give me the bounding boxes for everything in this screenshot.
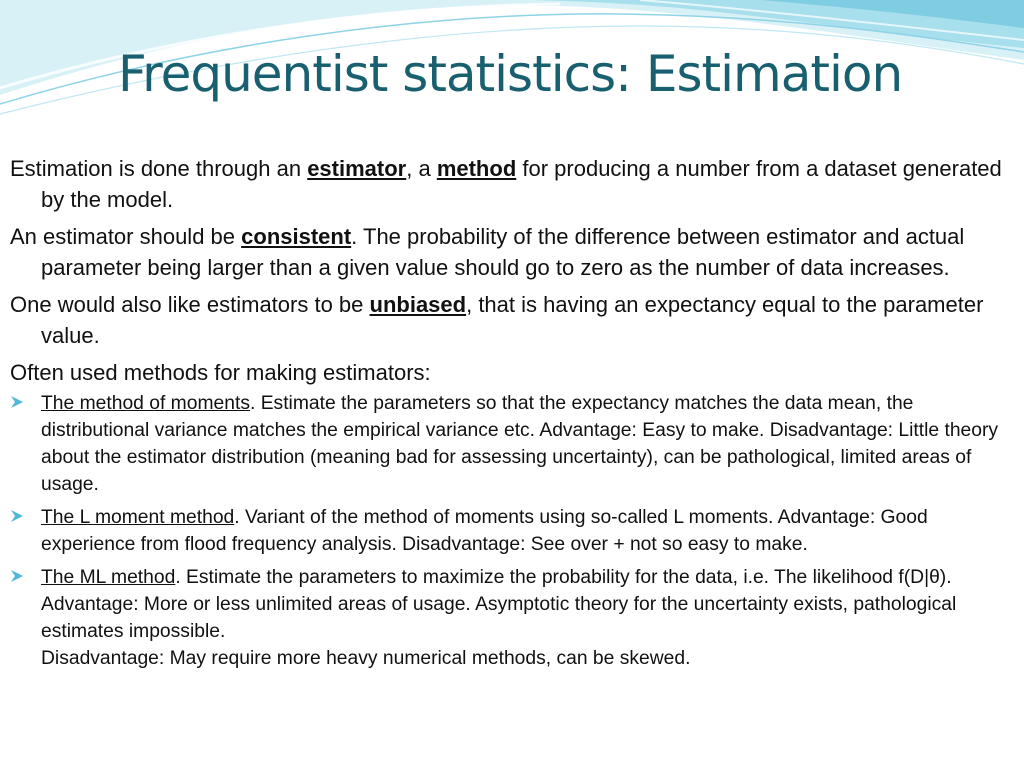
method-description: . Estimate the parameters to maximize the probability for the data, i.e. The likelihood f(D|θ). Advantage: More or less unlimited areas of usage. Asymptotic theory for the uncertainty exists, pathological estimates impossible. [41,567,957,642]
arrow-bullet-icon [10,395,24,409]
arrow-bullet-icon [10,569,24,583]
method-name: The method of moments [41,393,250,414]
paragraph-unbiased: One would also like estimators to be unbiased, that is having an expectancy equal to the parameter value. [10,292,984,348]
list-item-l-moment-method [10,504,1010,558]
term-unbiased: unbiased [369,292,467,317]
list-item-ml-method [10,564,1010,672]
slide-title: Frequentist statistics: Estimation [118,45,903,103]
methods-list [10,390,1010,672]
method-description: . Estimate the parameters so that the expectancy matches the data mean, the distributional variance matches the empirical variance etc. Advantage: Easy to make. Disadvantage: Little theory about the estimator distribution (meaning bad for assessing uncertainty), can be pathological, limited areas of usage. [41,393,999,495]
arrow-bullet-icon [10,509,24,523]
list-item-method-of-moments [10,390,1010,498]
paragraph-methods-intro: Often used methods for making estimators: [10,360,431,385]
method-disadvantage: Disadvantage: May require more heavy numerical methods, can be skewed. [41,648,691,669]
method-name: The ML method [41,567,176,588]
method-description: . Variant of the method of moments using so-called L moments. Advantage: Good experience from flood frequency analysis. Disadvantage: See over + not so easy to make. [41,507,928,555]
term-consistent: consistent [241,224,352,249]
method-name: The L moment method [41,507,235,528]
paragraph-consistent: An estimator should be consistent. The probability of the difference between estimator and actual parameter being larger than a given value should go to zero as the number of data increases. [10,224,965,280]
paragraph-estimation: Estimation is done through an estimator, a method for producing a number from a dataset generated by the model. [10,156,1002,212]
term-estimator: estimator [307,156,407,181]
term-method: method [436,156,517,181]
slide-body [10,153,1010,678]
